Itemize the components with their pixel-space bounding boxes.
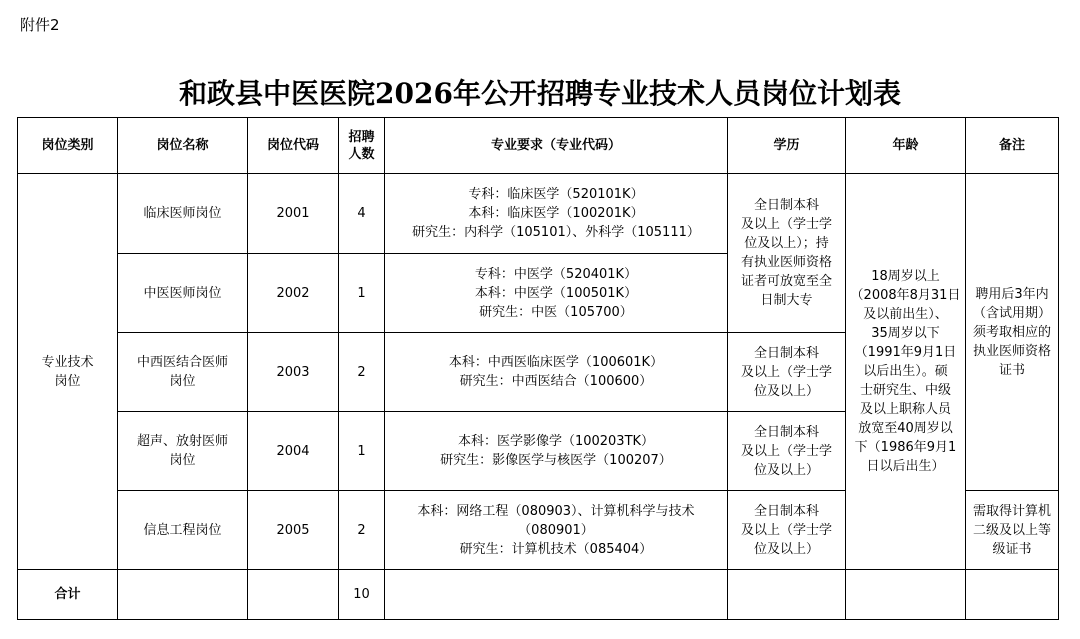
total-count: 10	[339, 570, 385, 620]
position-name-line: 岗位	[169, 374, 196, 389]
major-line: 研究生：中西医结合（100600）	[459, 374, 653, 389]
major-cell	[385, 491, 728, 570]
header-row	[18, 118, 1059, 174]
major-line: 专科：临床医学（520101K）	[468, 187, 644, 202]
age-line: 及以上职称人员	[859, 402, 951, 417]
age-line: 及以前出生）、	[863, 307, 948, 322]
age-line: 放宽至40周岁以	[858, 421, 953, 436]
edu-line: 位及以上）	[753, 541, 819, 557]
total-label: 合计	[18, 570, 118, 620]
major-line: 研究生：内科学（105101）、外科学（105111）	[412, 225, 700, 240]
header-major: 专业要求（专业代码）	[385, 118, 728, 174]
position-count: 1	[339, 412, 385, 491]
age-line: 以后出生）。硕	[863, 364, 948, 379]
edu-line: 证者可放宽至全	[740, 274, 832, 289]
header-category: 岗位类别	[18, 118, 118, 174]
position-name: 中医医师岗位	[118, 254, 248, 333]
major-line: 本科：临床医学（100201K）	[468, 206, 644, 221]
note-line: 二级及以上等	[972, 522, 1051, 538]
edu-line: 位及以上）	[753, 462, 819, 478]
major-line: 研究生：计算机技术（085404）	[459, 541, 653, 557]
major-line: （080901）	[518, 522, 594, 538]
header-count-line1: 招聘	[348, 129, 375, 145]
note-line: （含试用期）	[972, 305, 1051, 321]
position-code: 2004	[248, 412, 339, 491]
category-line: 岗位	[54, 373, 81, 389]
major-cell	[385, 333, 728, 412]
age-line: 35周岁以下	[871, 326, 940, 341]
header-count-line2: 人数	[348, 146, 375, 162]
edu-line: 及以上（学士学	[740, 217, 832, 232]
header-note: 备注	[966, 118, 1059, 174]
age-line: （2008年8月31日	[850, 288, 961, 303]
position-count: 2	[339, 491, 385, 570]
major-line: 研究生：影像医学与核医学（100207）	[440, 453, 672, 468]
page-title: 和政县中医医院2026年公开招聘专业技术人员岗位计划表	[179, 77, 901, 110]
attachment-label: 附件2	[20, 16, 60, 34]
note-line: 级证书	[992, 541, 1032, 557]
edu-line: 位及以上）	[753, 383, 819, 399]
major-line: 本科：中西医临床医学（100601K）	[448, 355, 664, 370]
recruitment-plan-table	[17, 117, 1059, 620]
note-line: 证书	[998, 362, 1025, 378]
position-code: 2005	[248, 491, 339, 570]
note-line: 执业医师资格	[972, 343, 1051, 359]
edu-line: 全日制本科	[753, 198, 819, 213]
note-line: 须考取相应的	[972, 324, 1051, 340]
note-cell	[966, 491, 1059, 570]
major-cell	[385, 412, 728, 491]
header-name: 岗位名称	[118, 118, 248, 174]
total-empty-cell	[966, 570, 1059, 620]
edu-line: 日制大专	[760, 293, 813, 308]
position-name: 临床医师岗位	[118, 174, 248, 254]
edu-line: 位及以上）；持	[744, 236, 829, 251]
position-name: 信息工程岗位	[118, 491, 248, 570]
edu-line: 全日制本科	[753, 503, 819, 519]
age-line: 18周岁以上	[871, 269, 940, 284]
age-line: 日以后出生）	[866, 459, 945, 474]
total-empty-cell	[118, 570, 248, 620]
header-count	[339, 118, 385, 174]
edu-line: 有执业医师资格	[740, 255, 832, 270]
major-line: 本科：中医学（100501K）	[474, 285, 638, 301]
note-cell	[966, 174, 1059, 491]
table-row	[18, 174, 1059, 254]
edu-line: 及以上（学士学	[740, 364, 832, 380]
edu-line: 全日制本科	[753, 345, 819, 361]
position-name	[118, 412, 248, 491]
major-cell	[385, 174, 728, 254]
total-empty-cell	[385, 570, 728, 620]
education-cell	[728, 412, 846, 491]
education-cell	[728, 491, 846, 570]
position-name-line: 岗位	[169, 453, 196, 468]
position-name	[118, 333, 248, 412]
edu-line: 全日制本科	[753, 424, 819, 440]
edu-line: 及以上（学士学	[740, 522, 832, 538]
category-cell	[18, 174, 118, 570]
age-line: （1991年9月1日	[854, 345, 957, 360]
education-cell	[728, 174, 846, 333]
note-line: 需取得计算机	[972, 503, 1051, 519]
header-edu: 学历	[728, 118, 846, 174]
major-line: 专科：中医学（520401K）	[474, 266, 638, 282]
note-line: 聘用后3年内	[975, 286, 1049, 302]
position-code: 2002	[248, 254, 339, 333]
position-name-line: 中西医结合医师	[136, 355, 228, 370]
major-line: 本科：网络工程（080903）、计算机科学与技术	[417, 503, 695, 519]
total-empty-cell	[846, 570, 966, 620]
major-line: 本科：医学影像学（100203TK）	[457, 434, 655, 449]
position-count: 2	[339, 333, 385, 412]
position-count: 1	[339, 254, 385, 333]
total-empty-cell	[728, 570, 846, 620]
major-line: 研究生：中医（105700）	[479, 304, 633, 320]
header-code: 岗位代码	[248, 118, 339, 174]
total-row	[18, 570, 1059, 620]
major-cell	[385, 254, 728, 333]
age-line: 士研究生、中级	[859, 383, 951, 398]
position-code: 2001	[248, 174, 339, 254]
position-count: 4	[339, 174, 385, 254]
position-code: 2003	[248, 333, 339, 412]
category-line: 专业技术	[41, 354, 94, 370]
education-cell	[728, 333, 846, 412]
age-cell	[846, 174, 966, 570]
header-age: 年龄	[846, 118, 966, 174]
total-empty-cell	[248, 570, 339, 620]
position-name-line: 超声、放射医师	[136, 434, 228, 449]
edu-line: 及以上（学士学	[740, 443, 832, 459]
age-line: 下（1986年9月1	[854, 440, 957, 455]
